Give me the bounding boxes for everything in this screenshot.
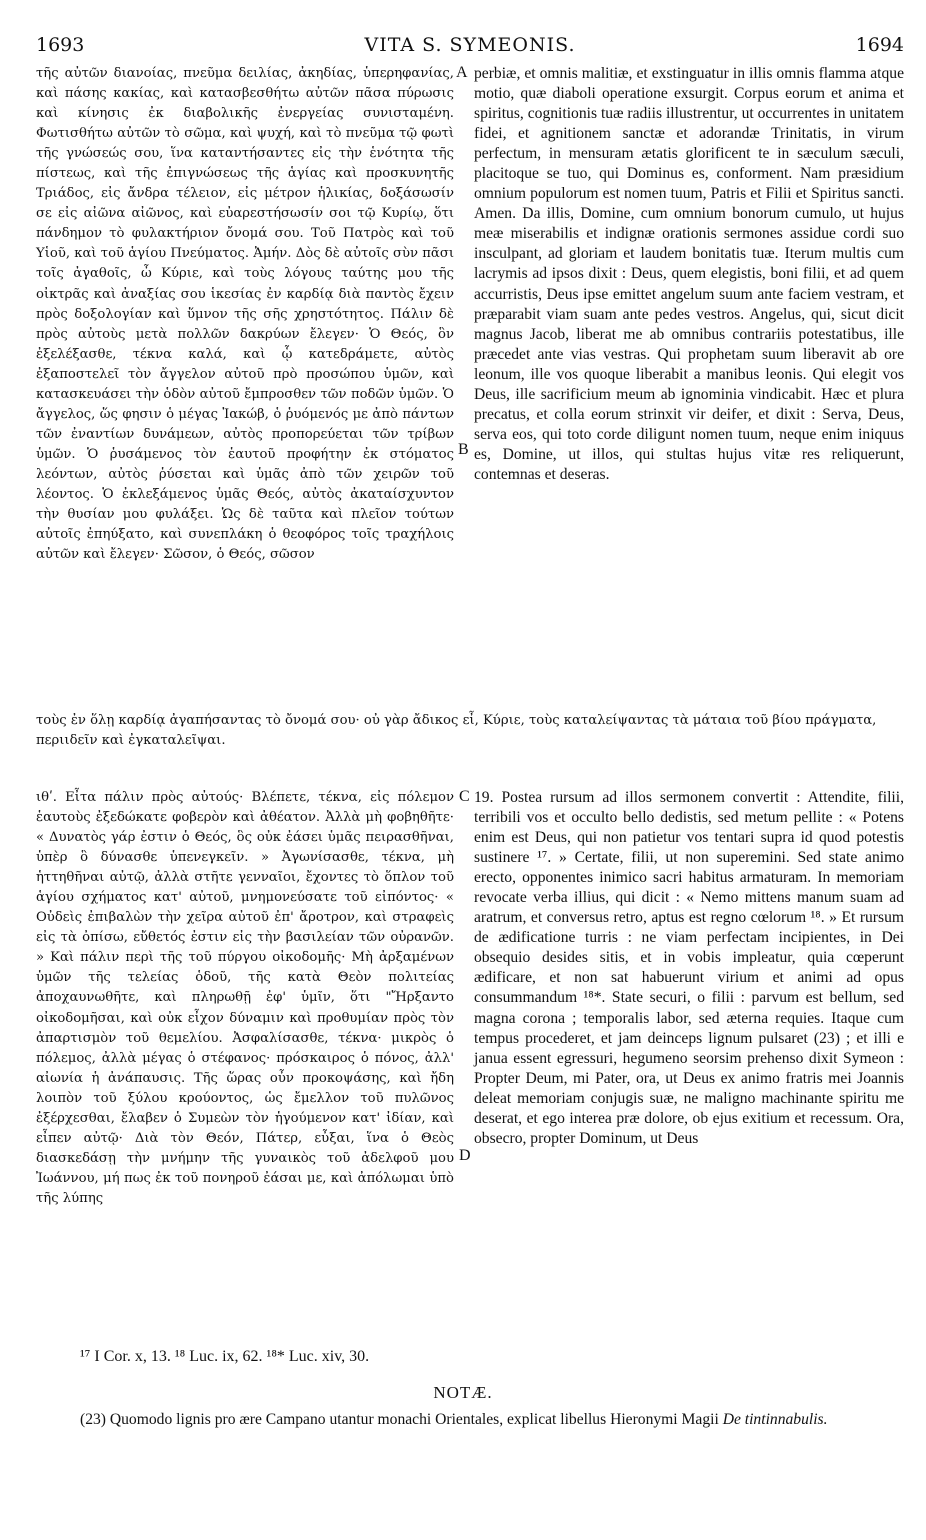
greek-column-top: [36, 64, 454, 565]
scripture-references: ¹⁷ I Cor. x, 13. ¹⁸ Luc. ix, 62. ¹⁸* Luc. xiv, 30.: [80, 1348, 370, 1365]
greek-paragraph-2: ιθʹ. Εἶτα πάλιν πρὸς αὐτούς· Βλέπετε, τέκνα, εἰς πόλεμον ἑαυτοὺς ἐξεδώκατε φοβερὸν καὶ ἀθέατον. Ἀλλὰ μὴ φοβηθῆτε· « Δυνατὸς γάρ ἐστιν ὁ Θεός, ὃς οὐκ ἐάσει ὑμᾶς πειρασθῆναι, ὑπὲρ ὃ δύνασθε ὑπενεγκεῖν. » Ἀγωνίσασθε, τέκνα, μὴ ἡττηθῆναι αὐτῷ, ἀλλὰ στῆτε γενναῖοι, ἔχοντες τὸ ὅπλον τοῦ ἁγίου σχήματος κατ' αὐτοῦ, μνημονεύσατε τοῦ εἰπόντος· « Οὐδεὶς ἐπιβαλὼν τὴν χεῖρα αὐτοῦ ἐπ' ἄροτρον, καὶ στραφεὶς εἰς τὰ ὀπίσω, εὔθετός ἐστιν εἰς τὴν βασιλείαν τῶν οὐρανῶν. » Καὶ πάλιν περὶ τῆς τοῦ πύργου οἰκοδομῆς· Μὴ ἀρξαμένων ὑμῶν τῆς τελείας ὁδοῦ, τῆς κατὰ Θεὸν πολιτείας ἀποχαυνωθῆτε, καὶ πληρωθῇ ἐφ' ὑμῖν, ὅτι "Ἤρξαντο οἰκοδομῆσαι, καὶ οὐκ εἶχον δύναμιν καὶ προθυμίαν πρὸς τὸν ἀπαρτισμὸν τοῦ θεμελίου. Ἀσφαλίσασθε, τέκνα· μικρὸς ὁ πόλεμος, ἀλλὰ μέγας ὁ στέφανος· πρόσκαιρος ὁ πόνος, ἀλλ' αἰωνία ἡ ἀνάπαυσις. Τῆς ὥρας οὖν προκοψάσης, καὶ ἤδη λοιπὸν τοῦ ξύλου κρούοντος, ὡς ἔμελλον τοῦ πυλῶνος ἐξέρχεσθαι, ἔλαβεν ὁ Συμεὼν τὸν ἡγούμενον κατ' ἰδίαν, καὶ εἶπεν αὐτῷ· Διὰ τὸν Θεόν, Πάτερ, εὖξαι, ἵνα ὁ Θεὸς διασκεδάσῃ τὴν μνήμην τῆς γυναικὸς τοῦ ἀδελφοῦ μου Ἰωάννου, μή πως ἐκ τοῦ πονηροῦ ἐάσαι με, καὶ ἀπόλωμαι ὑπὸ τῆς λύπης: [36, 790, 454, 1206]
footnote-title: De tintinnabulis.: [722, 1411, 828, 1428]
latin-paragraph-1: perbiæ, et omnis malitiæ, et exstinguatur in illis omnis flamma atque motio, quæ diaboli operatione exsurgit. Corpus eorum et anima et spiritus, cognitionis tuæ radiis illustrentur, ut occurrentes in unitatem fidei, et agnitionem sanctæ et adorandæ Trinitatis, in virum perfectum, in mensuram ætatis glorificent te in sæculum sæculi, placitoque se tuo, qui Dominus es, conforment. Nam præsidium omnium populorum est nomen tuum, Patris et Filii et Spiritus sancti. Amen. Da illis, Domine, cum omnium bonorum cumulo, ut hujus meæ miserabilis et indignæ orationis sermones assidue cordi suo insculpant, ad gloriam et laudem bonitatis tuæ. Iterum multis cum lacrymis ad ipsos dixit : Deus, quem elegistis, boni filii, et ad quem accurristis, Deus ipse emittet angelum suum ante faciem vestram, et præparabit viam suam ante pedes vestros. Angelus, qui, sicut dicit magnus Jacob, liberat me ab omnibus contrariis potestatibus, ille præcedet ante vias vestras. Qui prophetam suum liberavit ab ore leonum, ille vos quoque liberabit a manibus leonis. Qui elegit vos Deus, ille sacrificium meum ab ignominia vindicabit. Hæc et plura precatus, et colla eorum strinxit vir deifer, et dixit : Serva, Deus, serva eos, qui toto corde diligunt nomen tuum, neque enim iniquus es, Domine, ut illos, qui stultas hujus vitæ res reliquerunt, contemnas et deseras.: [474, 65, 904, 483]
margin-letter-d: D: [459, 1147, 471, 1164]
greek-spanning-line: τοὺς ἐν ὅλῃ καρδίᾳ ἀγαπήσαντας τὸ ὄνομά σου· οὐ γὰρ ἄδικος εἶ, Κύριε, τοὺς καταλείψαντας τὰ μάταια τοῦ βίου πράγματα, περιιδεῖν καὶ ἐγκαταλεῖψαι.: [36, 713, 877, 749]
page-number-right: 1694: [855, 34, 904, 56]
page-number-left: 1693: [36, 34, 85, 56]
footnote-text: (23) Quomodo lignis pro ære Campano utantur monachi Orientales, explicat libellus Hieronymi Magii: [80, 1411, 719, 1428]
latin-column-top: [474, 64, 904, 485]
margin-letter-c: C: [459, 788, 470, 805]
running-header: [36, 34, 904, 58]
notes-heading: NOTÆ.: [433, 1383, 493, 1402]
margin-letter-a: A: [456, 64, 468, 81]
greek-paragraph-1: τῆς αὐτῶν διανοίας, πνεῦμα δειλίας, ἀκηδίας, ὑπερηφανίας, καὶ πάσης κακίας, καὶ κατασβεσθήτω αὐτῶν πᾶσα πύρωσις καὶ κίνησις ἐκ διαβολικῆς ἐνεργείας συνισταμένη. Φωτισθήτω αὐτῶν τὸ σῶμα, καὶ ψυχή, καὶ τὸ πνεῦμα τῷ φωτὶ τῆς γνώσεώς σου, ἵνα καταντήσαντες εἰς τὴν ἑνότητα τῆς πίστεως, καὶ τῆς ἐπιγνώσεως τῆς ἁγίας καὶ προσκυνητῆς Τριάδος, εἰς ἄνδρα τέλειον, εἰς μέτρον ἡλικίας, δοξάσωσίν σε εἰς αἰῶνα αἰῶνος, καὶ εὐαρεστήσωσίν σοι τῷ Κυρίῳ, ὅτι πάνδημον τὸ φυλακτήριον ὄνομά σου. Τοῦ Πατρὸς καὶ τοῦ Υἱοῦ, καὶ τοῦ ἁγίου Πνεύματος. Ἀμήν. Δὸς δὲ αὐτοῖς σὺν πᾶσι τοῖς ἀγαθοῖς, ὦ Κύριε, καὶ τοὺς λόγους ταύτης μου τῆς οἰκτρᾶς καὶ ἀναξίας σου ἱκεσίας ἐν καρδίᾳ διὰ παντὸς ἔχειν πρὸς δοξολογίαν καὶ ὕμνον τῆς σῆς χρηστότητος. Πάλιν δὲ πρὸς αὐτοὺς μετὰ πολλῶν δακρύων ἔλεγεν· Ὁ Θεός, ὃν ἐξελέξασθε, τέκνα καλά, καὶ ᾧ κατεδράμετε, αὐτὸς ἐξαποστελεῖ τὸν ἄγγελον αὐτοῦ πρὸ προσώπου ὑμῶν, καὶ κατασκευάσει τὴν ὁδὸν αὐτοῦ ἔμπροσθεν τῶν ποδῶν ὑμῶν. Ὁ ἄγγελος, ὥς φησιν ὁ μέγας Ἰακώβ, ὁ ῥυόμενός με ἀπὸ πάντων τῶν ἐναντίων δυνάμεων, αὐτὸς προπορεύεται τῶν τρίβων ὑμῶν. Ὁ ῥυσάμενος τὸν ἑαυτοῦ προφήτην ἐκ στόματος λεόντων, αὐτὸς ῥύσεται καὶ ὑμᾶς ἀπὸ τῶν χειρῶν τοῦ λέοντος. Ὁ ἐκλεξάμενος ὑμᾶς Θεός, αὐτὸς ἀκαταίσχυντον τὴν θυσίαν μου φυλάξει. Ὡς δὲ ταῦτα καὶ πλεῖον τούτων αὐτοῖς ἐπηύξατο, καὶ συνεπλάκη ὁ θεοφόρος τοῖς τραχήλοις αὐτῶν καὶ ἔλεγεν· Σῶσον, ὁ Θεός, σῶσον: [36, 66, 454, 563]
running-title: VITA S. SYMEONIS.: [364, 34, 576, 56]
latin-paragraph-2: 19. Postea rursum ad illos sermonem convertit : Attendite, filii, terribili vos et occulto bello dedistis, sed metum pellite : « Potens enim est Deus, qui non patietur vos tentari supra id quod potestis sustinere ¹⁷. » Certate, filii, ut non superemini. Sed state animo erecto, opponentes inimico sacri habitus armaturam. In memoriam revocate verba illius, qui dicit : « Nemo mittens manum suam ad aratrum, et conversus retro, aptus est regno cœlorum ¹⁸. » Et rursum de ædificatione turris : ne viam perfectam incipientes, in Dei obsequio desides sitis, et in vobis impleatur, quia cœperunt ædificare, et non sat habuerunt virium et animi ad opus consummandum ¹⁸*. State securi, o filii : parvum est bellum, sed magna corona ; temporalis labor, sed æterna requies. Itaque cum tempus procederet, et jam deinceps lignum pulsaret (23) ; et illi e janua essent egressuri, hegumeno seorsim prehenso dixit Symeon : Propter Deum, mi Pater, ora, ut Deus ex animo fratris mei Joannis deleat memoriam conjugis suæ, ne maligno machinante spiritu me deserat, et ego interea præ dolore, ob ejus exitium et recessum. Ora, obsecro, propter Dominum, ut Deus: [474, 789, 904, 1147]
greek-column-bottom: [36, 788, 454, 1209]
footnote-23: [80, 1410, 904, 1430]
margin-letter-b: B: [458, 441, 469, 458]
latin-column-bottom: [474, 788, 904, 1149]
